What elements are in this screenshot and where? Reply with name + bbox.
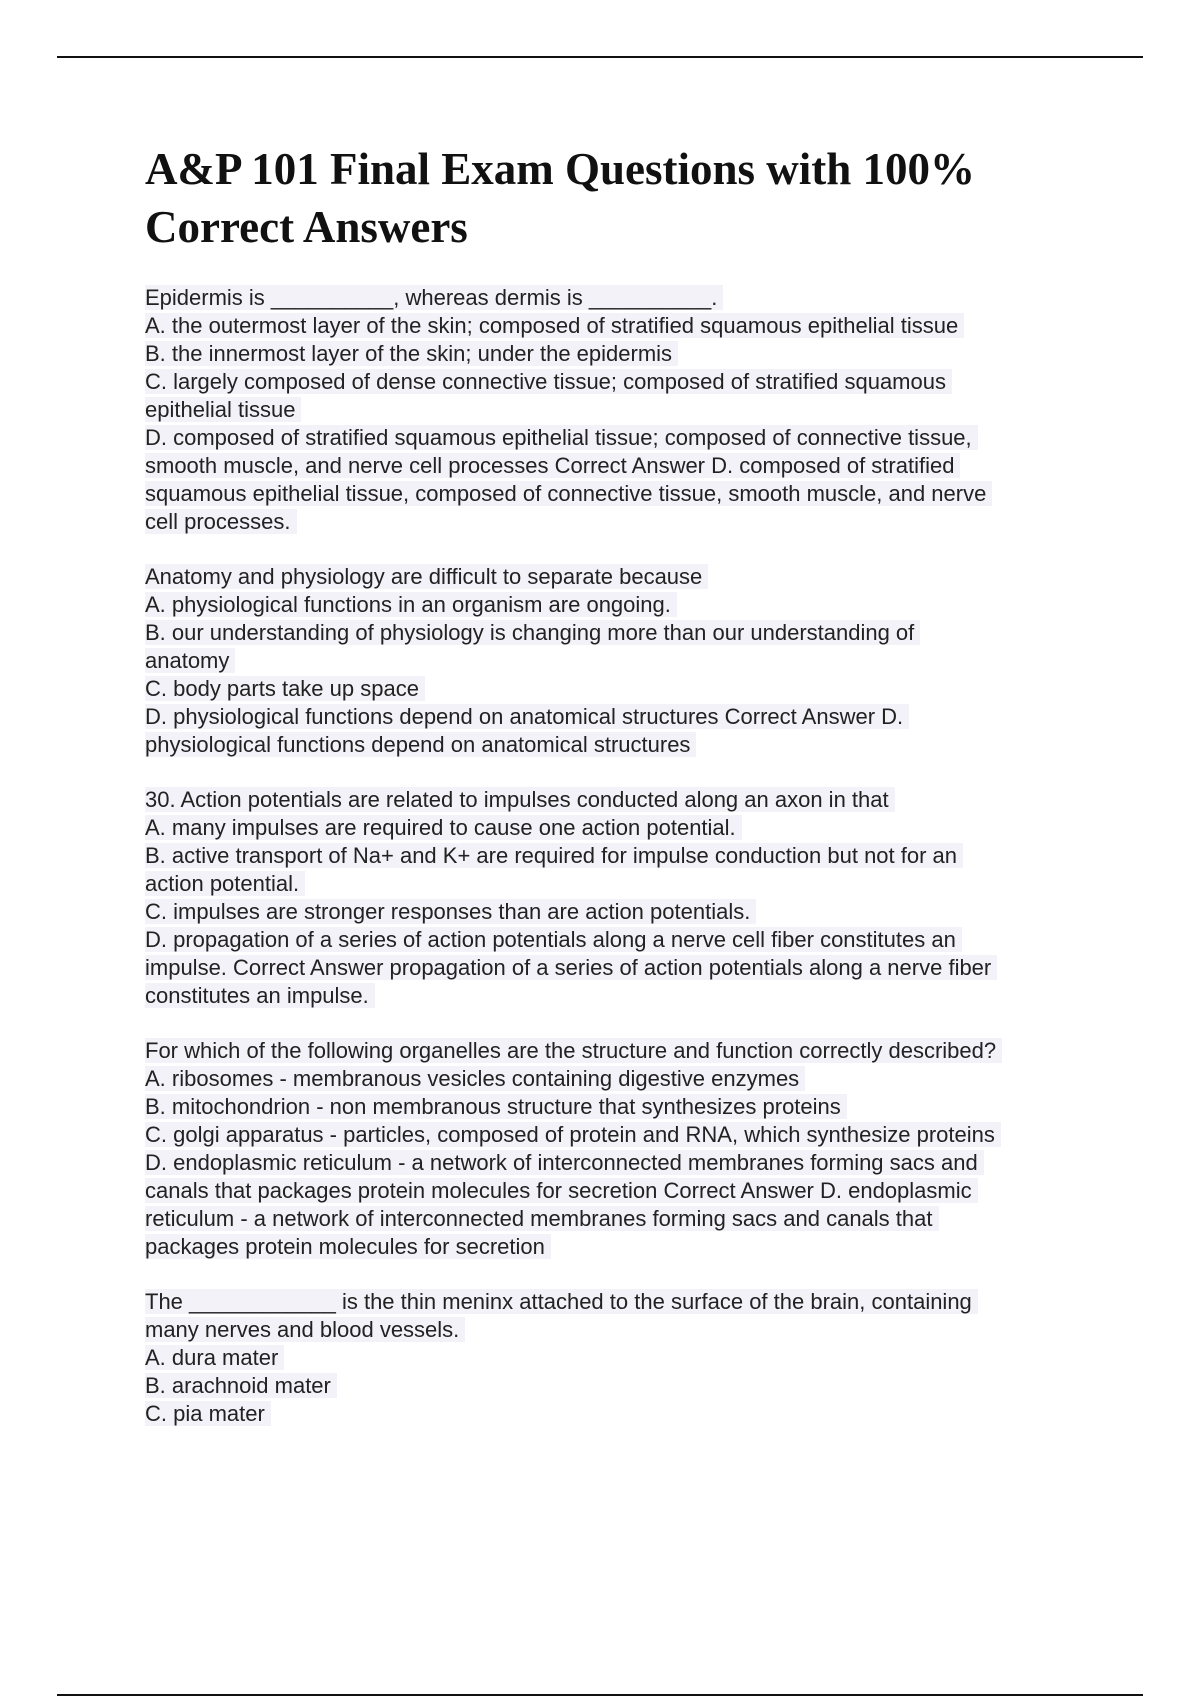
answer-option: D. physiological functions depend on anatomical structures Correct Answer D. (145, 703, 1090, 731)
answer-option: B. arachnoid mater (145, 1372, 1090, 1400)
correct-answer-text: impulse. Correct Answer propagation of a series of action potentials along a nerve fiber (145, 954, 1090, 982)
answer-option: B. our understanding of physiology is changing more than our understanding of (145, 619, 1090, 647)
answer-option: C. golgi apparatus - particles, composed of protein and RNA, which synthesize proteins (145, 1121, 1090, 1149)
answer-option: D. endoplasmic reticulum - a network of interconnected membranes forming sacs and (145, 1149, 1090, 1177)
correct-answer-text: physiological functions depend on anatomical structures (145, 731, 1090, 759)
question-line: Epidermis is __________, whereas dermis is __________. (145, 284, 1090, 312)
question-block (145, 786, 1090, 1010)
answer-option: A. physiological functions in an organism are ongoing. (145, 591, 1090, 619)
answer-option: A. the outermost layer of the skin; composed of stratified squamous epithelial tissue (145, 312, 1090, 340)
answer-option: C. pia mater (145, 1400, 1090, 1428)
bottom-rule (57, 1694, 1143, 1696)
answer-option: A. many impulses are required to cause one action potential. (145, 814, 1090, 842)
answer-option: canals that packages protein molecules for secretion Correct Answer D. endoplasmic (145, 1177, 1090, 1205)
page-title: A&P 101 Final Exam Questions with 100% Correct Answers (145, 144, 976, 252)
question-block (145, 284, 1090, 536)
answer-option: epithelial tissue (145, 396, 1090, 424)
answer-option: B. the innermost layer of the skin; under the epidermis (145, 340, 1090, 368)
question-block (145, 1037, 1090, 1261)
correct-answer-text: reticulum - a network of interconnected membranes forming sacs and canals that (145, 1205, 1090, 1233)
question-line: The ____________ is the thin meninx attached to the surface of the brain, containing (145, 1288, 1090, 1316)
correct-answer-text: packages protein molecules for secretion (145, 1233, 1090, 1261)
answer-option: anatomy (145, 647, 1090, 675)
document-body (145, 140, 1090, 1455)
question-block (145, 1288, 1090, 1428)
question-line: 30. Action potentials are related to impulses conducted along an axon in that (145, 786, 1090, 814)
answer-option: A. dura mater (145, 1344, 1090, 1372)
answer-option: A. ribosomes - membranous vesicles containing digestive enzymes (145, 1065, 1090, 1093)
answer-option: C. body parts take up space (145, 675, 1090, 703)
correct-answer-text: smooth muscle, and nerve cell processes Correct Answer D. composed of stratified (145, 452, 1090, 480)
answer-option: B. active transport of Na+ and K+ are required for impulse conduction but not for an (145, 842, 1090, 870)
correct-answer-text: constitutes an impulse. (145, 982, 1090, 1010)
question-line: many nerves and blood vessels. (145, 1316, 1090, 1344)
answer-option: D. composed of stratified squamous epithelial tissue; composed of connective tissue, (145, 424, 1090, 452)
answer-option: action potential. (145, 870, 1090, 898)
answer-option: C. impulses are stronger responses than are action potentials. (145, 898, 1090, 926)
correct-answer-text: squamous epithelial tissue, composed of connective tissue, smooth muscle, and nerve (145, 480, 1090, 508)
question-line: For which of the following organelles are the structure and function correctly described? (145, 1037, 1090, 1065)
answer-option: B. mitochondrion - non membranous structure that synthesizes proteins (145, 1093, 1090, 1121)
answer-option: D. propagation of a series of action potentials along a nerve cell fiber constitutes an (145, 926, 1090, 954)
answer-option: C. largely composed of dense connective tissue; composed of stratified squamous (145, 368, 1090, 396)
question-line: Anatomy and physiology are difficult to separate because (145, 563, 1090, 591)
question-block (145, 563, 1090, 759)
correct-answer-text: cell processes. (145, 508, 1090, 536)
top-rule (57, 56, 1143, 58)
